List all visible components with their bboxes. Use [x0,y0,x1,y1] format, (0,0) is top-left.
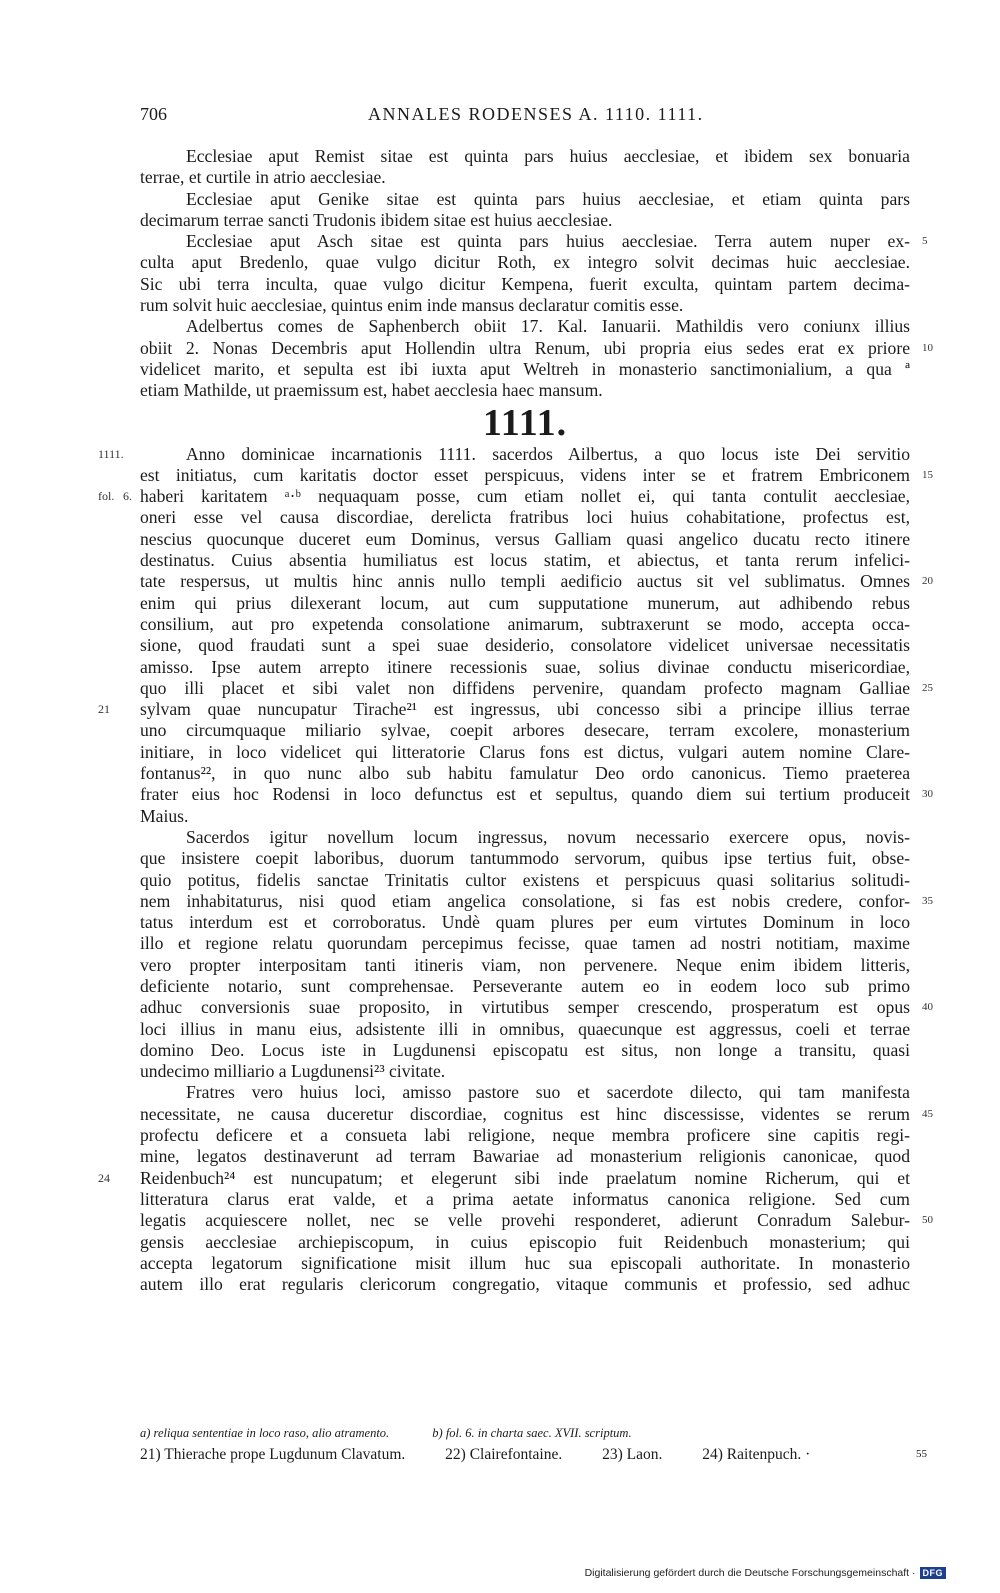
line-text: Ecclesiae aput Genike sitae est quinta pars huius aecclesiae, et etiam quinta pars [186,188,910,209]
text-line [140,720,910,741]
line-text: frater eius hoc Rodensi in loco defunctus est et sepultus, quando diem sui tertium produceit [140,784,910,805]
line-text: terrae, et curtile in atrio aecclesiae. [140,167,386,188]
line-text: Sacerdos igitur novellum locum ingressus, novum necessario exercere opus, novis- [186,826,910,847]
line-text: Ecclesiae aput Remist sitae est quinta pars huius aecclesiae, et ibidem sex bonuaria [186,146,910,166]
line-number: 15 [922,468,933,481]
text-line [140,359,910,380]
line-text: tate respersus, ut multis hinc annis nullo templi aedificio auctus sit vel sublimatus. Omnes [140,571,910,592]
text-line [140,912,910,933]
text-line [140,806,910,827]
text-line [140,955,910,976]
text-line [140,529,910,550]
line-text: gensis aecclesiae archiepiscopum, in cuius episcopio fuit Reidenbuch monasterium; qui [140,1231,910,1252]
text-line [140,614,910,635]
line-number: 5 [922,235,928,248]
text-line [98,486,910,507]
line-text: illo et regione relatu quorundam percepimus fecisse, quae tamen ad nostri notitiam, maxime [140,933,910,954]
main-text [98,146,933,1295]
text-line [140,827,910,848]
text-line [140,210,910,231]
line-number: 25 [922,681,933,694]
text-line [140,146,910,167]
text-line [140,380,910,401]
text-line [98,699,910,720]
text-line [140,1274,910,1295]
line-text: litteratura clarus erat valde, et a prima aetate informatus canonica religione. Sed cum [140,1188,910,1209]
line-text: quo illi placet et sibi valet non diffidens pervenire, quandam profecto magnam Galliae [140,677,910,698]
line-text: rum solvit huic aecclesiae, quintus enim inde mansus declaratur comitis esse. [140,295,684,316]
line-number: 10 [922,341,933,354]
text-line [140,1125,910,1146]
text-line [140,1103,933,1125]
apparatus-note: a) reliqua sententiae in loco raso, alio atramento. [140,1426,390,1440]
text-line [140,167,910,188]
line-text: obiit 2. Nonas Decembris aput Hollendin ultra Renum, ubi propria eius sedes erat ex priore [140,337,910,358]
footnote: 22) Clairefontaine. [445,1446,563,1463]
line-text: etiam Mathilde, ut praemissum est, habet aecclesia haec mansum. [140,380,603,401]
footnotes [140,1446,930,1464]
line-text: enim qui prius dilexerant locum, aut cum supputatione munerum, aut adhibendo rebus [140,592,910,613]
text-line [140,1210,933,1231]
page-number: 706 [140,104,167,124]
text-line [140,890,933,912]
text-line [140,848,910,869]
line-text: amisso. Ipse autem arrepto itinere recessionis suae, solius divinae conductu misericordiae, [140,656,910,677]
line-text: oneri esse vel causa discordiae, derelicta fratribus loci huius cohabitatione, profectus est, [140,507,910,528]
text-line [140,657,910,678]
text-line [140,976,910,997]
line-number: 35 [922,894,933,907]
text-line [140,1082,910,1103]
text-line [140,295,910,316]
text-line [140,189,910,210]
line-text: Fratres vero huius loci, amisso pastore suo et sacerdote dilecto, qui tam manifesta [186,1082,910,1103]
text-line [140,763,910,784]
line-text: Maius. [140,805,189,826]
line-text: nescius quocunque duceret eum Dominus, versus Galliam quasi angelico ducatu recto itinere [140,528,910,549]
line-text: mine, legatos destinaverunt ad terram Bawariae ad monasterium religionis canonicae, quod [140,1146,910,1167]
line-text: Ecclesiae aput Asch sitae est quinta pars huius aecclesiae. Terra autem nuper ex- [186,231,910,252]
line-number: 45 [922,1107,933,1120]
line-text: autem illo erat regularis clericorum congregatio, vitaque communis et professio, sed adhuc [140,1274,910,1295]
text-line [140,252,910,273]
text-line [140,870,910,891]
critical-apparatus [140,1426,910,1441]
line-text: sylvam quae nuncupatur Tirache²¹ est ingressus, ubi concesso sibi a principe illius terrae [140,699,910,720]
line-text: que insistere coepit laboribus, duorum tantummodo servorum, quibus ipse tertius fuit, obse- [140,848,910,869]
line-text: culta aput Bredenlo, quae vulgo dicitur Roth, ex integro solvit decimas huic aecclesiae. [140,252,910,273]
text-line [140,1253,910,1274]
text-line [140,593,910,614]
line-text: legatis acquiescere nollet, nec se velle provehi responderet, adierunt Conradum Salebur- [140,1210,910,1231]
line-number: 20 [922,575,933,588]
line-text: decimarum terrae sancti Trudonis ibidem sitae est huius aecclesiae. [140,209,613,230]
running-title: ANNALES RODENSES A. 1110. 1111. [368,104,704,124]
text-line [98,443,910,465]
line-text: vero propter interpositam tanti itineris viam, non pervenere. Neque enim ibidem litteris, [140,954,910,975]
margin-note: 21 [98,702,110,717]
text-line [140,1040,910,1061]
text-line [140,571,933,592]
text-line [140,1061,910,1082]
footnote: 21) Thierache prope Lugdunum Clavatum. [140,1446,406,1463]
text-line [140,784,933,805]
digitization-credit [585,1567,946,1579]
text-line [140,635,910,656]
credit-text: Digitalisierung gefördert durch die Deutsche Forschungsgemeinschaft · [584,1567,916,1579]
text-line [140,677,933,699]
line-number: 40 [922,1001,933,1014]
line-text: loci illius in manu eius, adsistente illi in omnibus, quaecunque est aggressus, coeli et terrae [140,1018,910,1039]
line-text: profectu deficere et a consueta labi religione, neque membra proficere sine capitis regi- [140,1125,910,1146]
line-text: sione, quod fraudati sunt a spei suae desiderio, consolatore videlicet universae necessitatis [140,635,910,656]
line-text: initiare, in loco videlicet qui litteratorie Clarus fons est dictus, vulgari autem nomine Clare- [140,741,910,762]
line-text: deficiente notario, sunt comprehensae. Perseverante autem eo in eodem loco sub primo [140,975,910,996]
line-text: videlicet marito, et sepulta est ibi iuxta aput Weltreh in monasterio sanctimonialium, a qua ª [140,358,910,379]
text-line [140,337,933,359]
line-text: est initiatus, cum karitatis doctor esset perspicuus, videns inter se et fratrem Embriconem [140,464,910,485]
text-line [140,997,933,1018]
line-number: 30 [922,788,933,801]
line-text: haberi karitatem ᵃ·ᵇ nequaquam posse, cum etiam nollet ei, qui tanta contulit aecclesiae, [140,486,910,507]
line-text: Reidenbuch²⁴ est nuncupatum; et elegerunt sibi inde praelatum nomine Richerum, qui et [140,1167,910,1188]
line-text: domino Deo. Locus iste in Lugdunensi episcopatu est situs, non longe a transitu, quasi [140,1039,910,1060]
text-line [140,1189,910,1210]
line-text: uno circumquaque miliario sylvae, coepit arbores desecare, terram excolere, monasterium [140,720,910,741]
year-heading: 1111. [482,401,568,444]
line-text: adhuc conversionis suae proposito, in virtutibus semper crescendo, prosperatum est opus [140,997,910,1018]
line-text: consilium, aut pro expetenda consolatione animarum, subtraxerunt se modo, accepta occa- [140,613,910,634]
line-text: undecimo milliario a Lugdunensi²³ civitate. [140,1061,446,1082]
text-line [140,933,910,954]
text-line [140,1232,910,1253]
line-text: nem inhabitaturus, nisi quod etiam angelica consolatione, si fas est nobis credere, confor- [140,890,910,911]
line-text: quio potitus, fidelis sanctae Trinitatis cultor existens et perspicuus quasi solitarius solitudi- [140,869,910,890]
footnote: 23) Laon. [602,1446,663,1463]
text-line [140,1146,910,1167]
line-text: fontanus²², in quo nunc albo sub habitu famulatur Deo ordo canonicus. Tiemo praeterea [140,763,910,784]
line-text: Adelbertus comes de Saphenberch obiit 17. Kal. Ianuarii. Mathildis vero coniunx illius [186,316,910,337]
line-text: accepta legatorum significatione misit illum huc sua episcopali authoritate. In monasterio [140,1252,910,1273]
line-text: necessitate, ne causa duceretur discordiae, cognitus est hinc discessisse, videntes se rerum [140,1103,910,1124]
margin-note: 24 [98,1170,110,1185]
text-line [140,1019,910,1040]
line-text: Anno dominicae incarnationis 1111. sacerdos Ailbertus, a quo locus iste Dei servitio [186,443,910,464]
text-line [98,1167,910,1189]
text-line [140,464,933,486]
margin-note: fol. 6. [98,489,132,504]
text-line [140,316,910,337]
text-line [140,274,910,295]
margin-note: 1111. [98,446,124,461]
line-number: 55 [916,1448,927,1460]
dfg-logo-icon: DFG [920,1567,947,1579]
running-header [140,104,910,128]
text-line [140,231,928,252]
line-text: tatus interdum est et corroboratus. Undè quam plures per eum virtutes Dominum in loco [140,912,910,933]
line-text: Sic ubi terra inculta, quae vulgo dicitur Kempena, fuerit exculta, quintam partem decima- [140,273,910,294]
apparatus-note: b) fol. 6. in charta saec. XVII. scriptum. [432,1426,632,1440]
line-number: 50 [922,1214,933,1227]
text-line [140,507,910,528]
footnote: 24) Raitenpuch. · [702,1446,811,1463]
text-line [140,742,910,763]
line-text: destinatus. Cuius absentia humiliatus est locus statim, et abiectus, et tanta rerum infelici- [140,550,910,571]
text-line [140,550,910,571]
